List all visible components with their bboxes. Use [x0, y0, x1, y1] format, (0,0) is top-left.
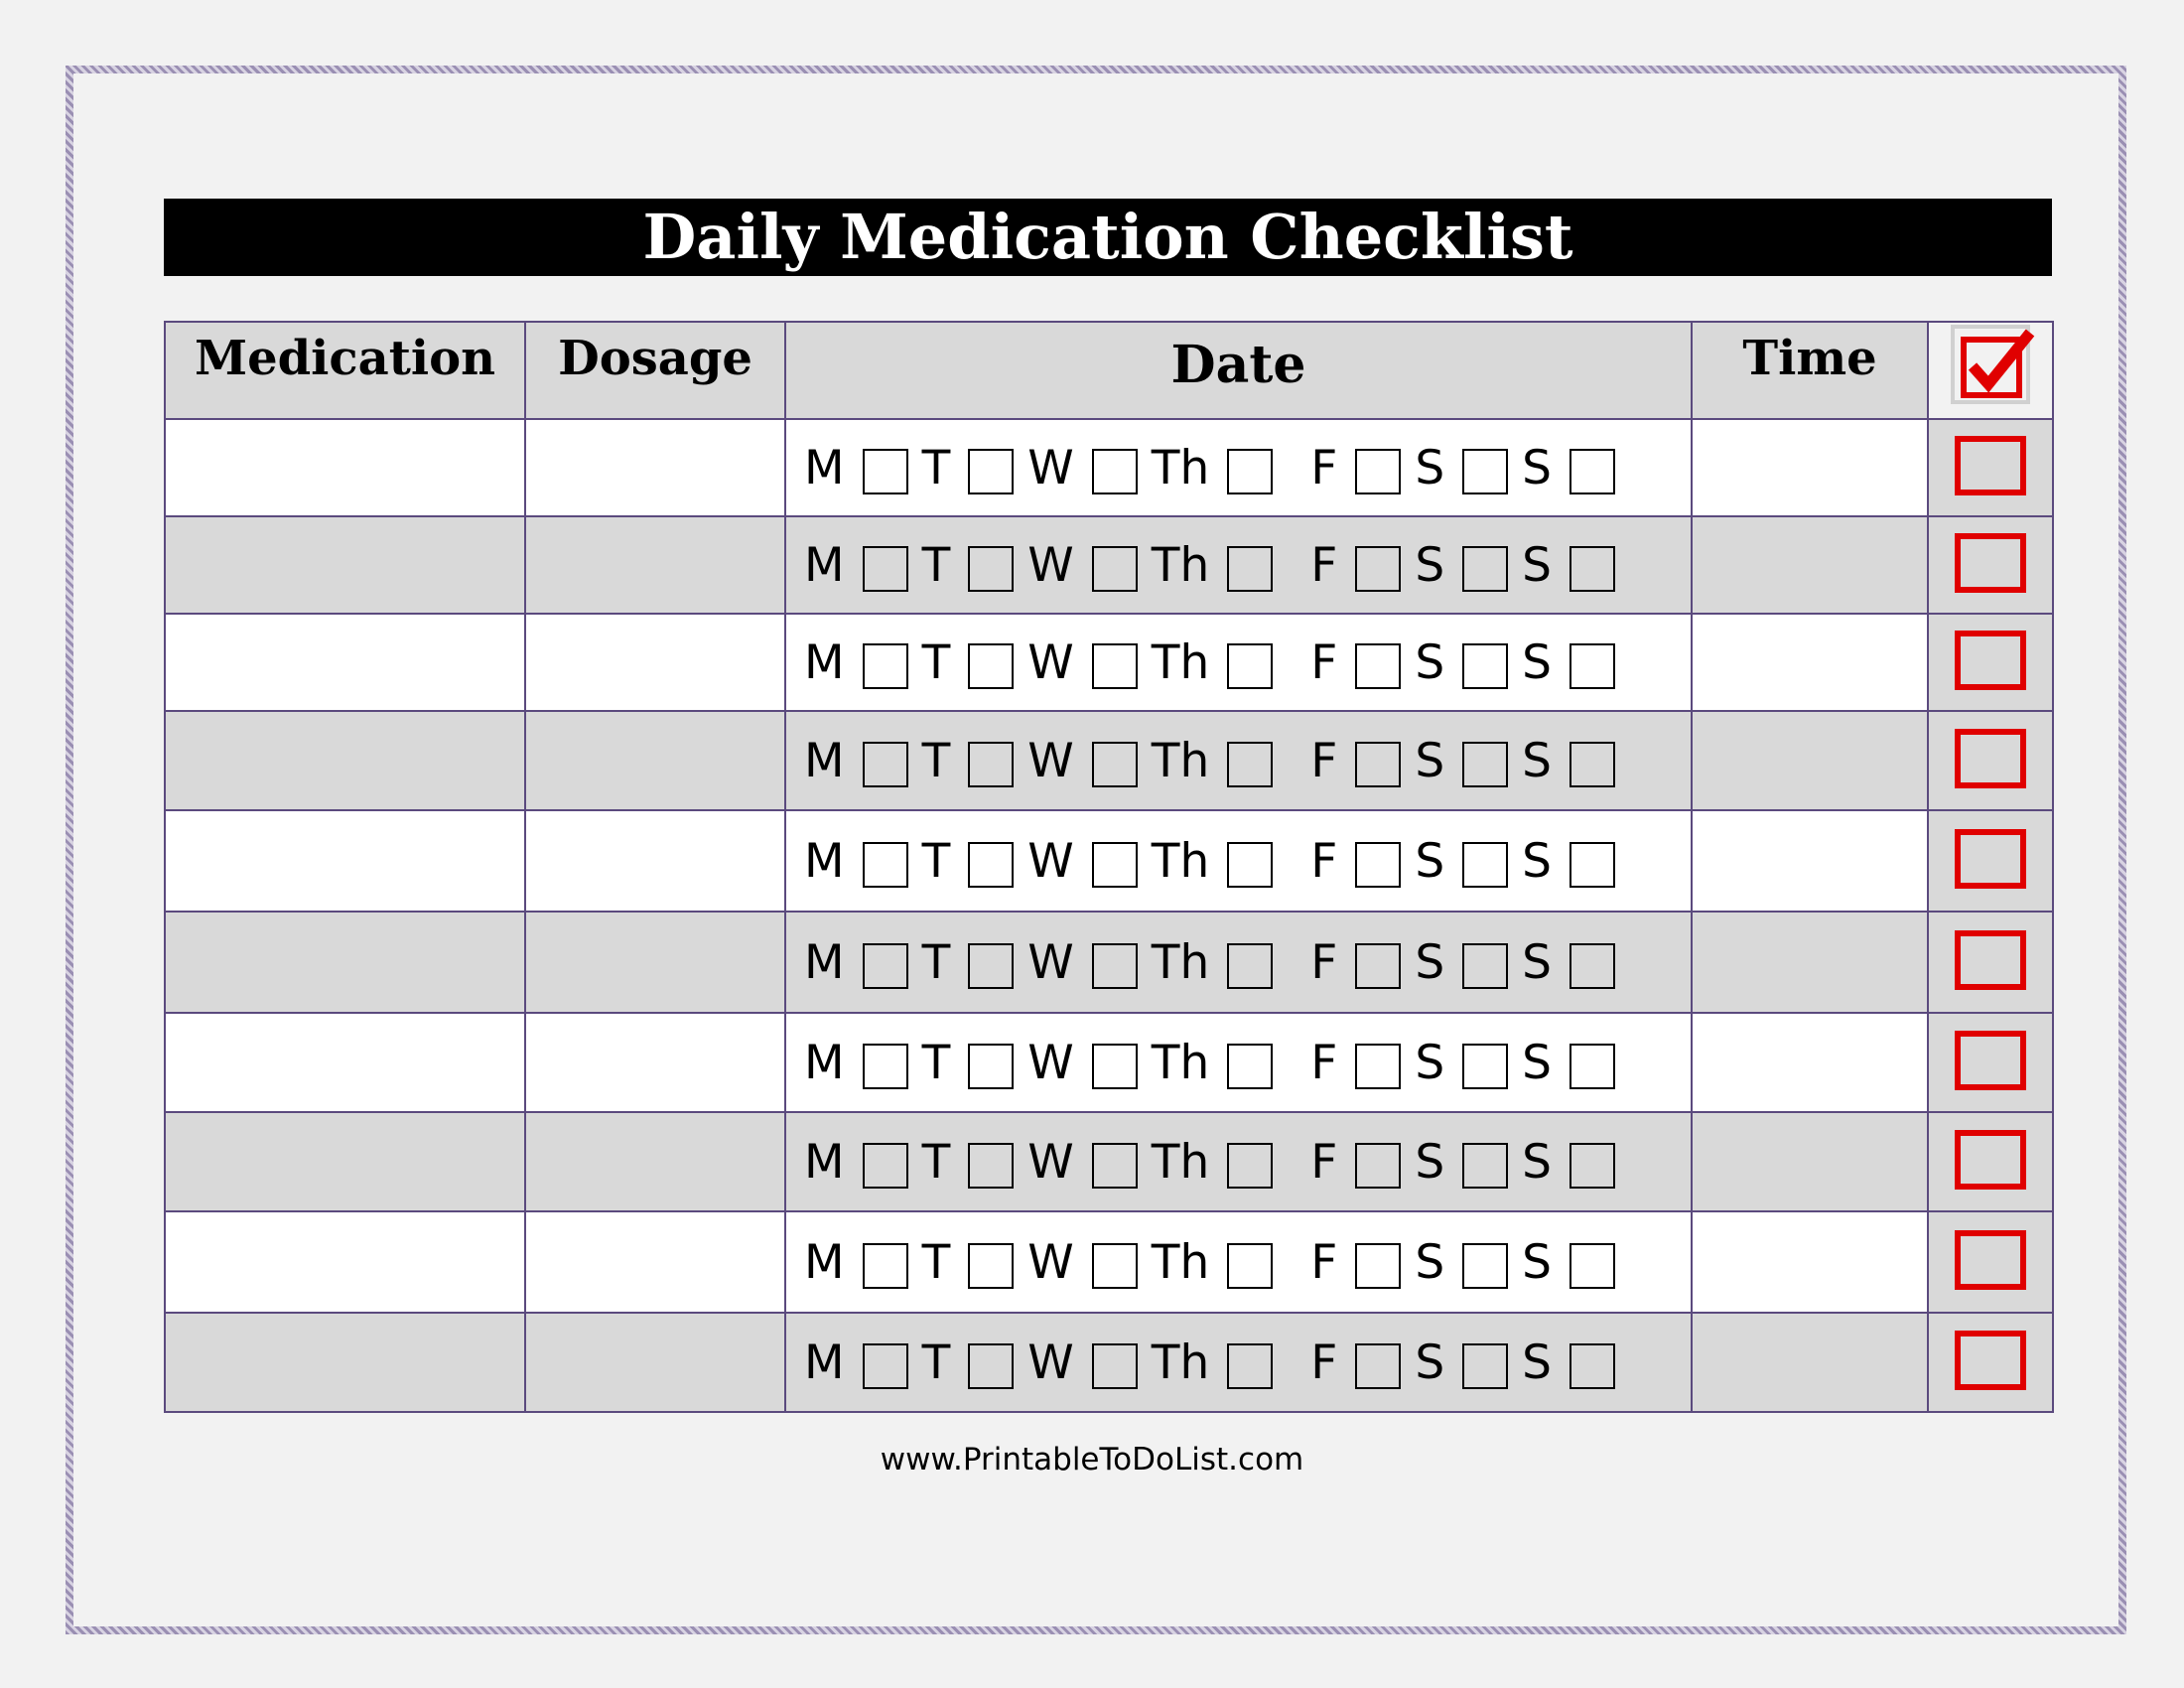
day-label: S	[1522, 1335, 1552, 1390]
taken-checkbox[interactable]	[1955, 1130, 2026, 1190]
day-checkbox[interactable]	[1570, 943, 1615, 989]
day-label: F	[1310, 1234, 1338, 1290]
day-item	[922, 635, 1028, 690]
day-checkbox[interactable]	[863, 1243, 908, 1289]
day-item	[1415, 1036, 1522, 1090]
day-label: F	[1310, 634, 1338, 690]
day-label: S	[1522, 1035, 1552, 1090]
day-checkbox[interactable]	[1227, 943, 1273, 989]
day-checkbox[interactable]	[968, 1243, 1014, 1289]
day-label: Th	[1151, 1035, 1210, 1090]
day-item	[1152, 1135, 1311, 1190]
day-checkbox[interactable]	[1462, 1143, 1508, 1189]
day-item	[804, 635, 922, 690]
day-item	[1310, 635, 1415, 690]
taken-checkbox[interactable]	[1955, 1331, 2026, 1390]
taken-checkbox-cell	[1928, 912, 2053, 1013]
day-item	[1027, 1235, 1151, 1290]
day-checkbox[interactable]	[1227, 1343, 1273, 1389]
day-item	[922, 1036, 1028, 1090]
day-item	[1027, 538, 1151, 593]
medication-table	[164, 321, 2054, 1413]
day-item	[1310, 1336, 1415, 1390]
day-checkbox[interactable]	[1227, 1143, 1273, 1189]
date-cell	[785, 1013, 1692, 1112]
day-label: S	[1522, 934, 1552, 990]
day-checkbox[interactable]	[863, 546, 908, 592]
day-item	[1415, 1135, 1522, 1190]
date-cell	[785, 711, 1692, 810]
day-checkbox[interactable]	[1092, 1343, 1138, 1389]
day-label: S	[1415, 1134, 1445, 1190]
day-checkbox[interactable]	[1092, 1044, 1138, 1089]
day-checkbox[interactable]	[968, 842, 1014, 888]
day-label: M	[804, 537, 845, 593]
day-checkbox[interactable]	[968, 546, 1014, 592]
day-item	[1027, 834, 1151, 889]
day-label: S	[1415, 934, 1445, 990]
day-checkbox[interactable]	[1355, 1143, 1401, 1189]
day-checkbox[interactable]	[1227, 842, 1273, 888]
day-label: M	[804, 1035, 845, 1090]
time-cell[interactable]	[1692, 614, 1928, 711]
day-checkbox[interactable]	[1092, 842, 1138, 888]
day-label: W	[1027, 833, 1074, 889]
day-checkbox[interactable]	[1462, 643, 1508, 689]
time-cell[interactable]	[1692, 711, 1928, 810]
dosage-cell[interactable]	[525, 419, 785, 516]
day-checkbox[interactable]	[1227, 546, 1273, 592]
medication-cell[interactable]	[165, 1313, 525, 1412]
day-label: T	[921, 1335, 951, 1390]
day-item	[804, 441, 922, 495]
taken-checkbox-cell	[1928, 419, 2053, 516]
day-checkbox[interactable]	[863, 1343, 908, 1389]
day-item	[1152, 441, 1311, 495]
day-item	[1522, 538, 1629, 593]
day-label: F	[1310, 934, 1338, 990]
dosage-cell[interactable]	[525, 614, 785, 711]
day-label: S	[1522, 440, 1552, 495]
day-checkbox[interactable]	[1355, 546, 1401, 592]
day-checkbox[interactable]	[863, 742, 908, 787]
day-item	[922, 1336, 1028, 1390]
day-checkbox[interactable]	[1227, 643, 1273, 689]
day-item	[804, 935, 922, 990]
day-label: M	[804, 934, 845, 990]
table-row	[165, 711, 2053, 810]
day-item	[1152, 538, 1311, 593]
day-label: W	[1027, 1035, 1074, 1090]
day-checkbox[interactable]	[1227, 742, 1273, 787]
day-label: W	[1027, 1335, 1074, 1390]
day-checkbox[interactable]	[1227, 1044, 1273, 1089]
day-item	[1152, 834, 1311, 889]
day-checkbox[interactable]	[1092, 449, 1138, 494]
dosage-cell[interactable]	[525, 1013, 785, 1112]
day-label: F	[1310, 1035, 1338, 1090]
date-cell	[785, 1313, 1692, 1412]
date-cell	[785, 1112, 1692, 1211]
day-item	[1522, 1235, 1629, 1290]
medication-cell[interactable]	[165, 614, 525, 711]
day-label: S	[1415, 1234, 1445, 1290]
day-item	[1310, 538, 1415, 593]
day-item	[1027, 635, 1151, 690]
medication-cell[interactable]	[165, 1013, 525, 1112]
day-item	[1522, 441, 1629, 495]
day-label: W	[1027, 733, 1074, 788]
day-checkbox[interactable]	[1462, 449, 1508, 494]
footer-url[interactable]: www.PrintableToDoList.com	[880, 1442, 1304, 1477]
day-item	[922, 834, 1028, 889]
day-label: Th	[1151, 1335, 1210, 1390]
day-checkbox[interactable]	[1092, 643, 1138, 689]
day-checkbox[interactable]	[1570, 1343, 1615, 1389]
day-label: W	[1027, 440, 1074, 495]
day-label: T	[921, 537, 951, 593]
red-checkmark-icon	[1951, 325, 2030, 404]
day-checkbox[interactable]	[863, 943, 908, 989]
day-checkbox[interactable]	[1570, 643, 1615, 689]
day-label: T	[921, 634, 951, 690]
table-row	[165, 1013, 2053, 1112]
date-cell	[785, 912, 1692, 1013]
day-item	[1310, 1135, 1415, 1190]
medication-cell[interactable]	[165, 912, 525, 1013]
day-label: S	[1522, 733, 1552, 788]
day-item	[922, 935, 1028, 990]
taken-checkbox[interactable]	[1955, 533, 2026, 593]
table-row	[165, 1112, 2053, 1211]
time-cell[interactable]	[1692, 419, 1928, 516]
day-label: Th	[1151, 833, 1210, 889]
day-item	[1522, 734, 1629, 788]
day-label: S	[1415, 1035, 1445, 1090]
day-item	[1522, 1336, 1629, 1390]
day-checkbox[interactable]	[968, 943, 1014, 989]
medication-cell[interactable]	[165, 1211, 525, 1313]
page-title: Daily Medication Checklist	[164, 199, 2052, 276]
day-label: F	[1310, 733, 1338, 788]
dosage-cell[interactable]	[525, 1313, 785, 1412]
dosage-cell[interactable]	[525, 711, 785, 810]
day-item	[1415, 734, 1522, 788]
day-item	[1415, 441, 1522, 495]
day-checkbox[interactable]	[1092, 742, 1138, 787]
day-item	[1522, 1135, 1629, 1190]
day-checkbox[interactable]	[863, 643, 908, 689]
day-label: Th	[1151, 733, 1210, 788]
taken-checkbox[interactable]	[1955, 1031, 2026, 1090]
day-item	[1310, 1036, 1415, 1090]
taken-checkbox-cell	[1928, 810, 2053, 912]
day-checkbox[interactable]	[1355, 1343, 1401, 1389]
day-label: T	[921, 440, 951, 495]
time-cell[interactable]	[1692, 1313, 1928, 1412]
day-checkbox[interactable]	[1355, 449, 1401, 494]
day-label: M	[804, 1335, 845, 1390]
day-label: W	[1027, 1134, 1074, 1190]
checked-column-header	[1928, 322, 2053, 419]
day-checkbox[interactable]	[863, 842, 908, 888]
date-cell	[785, 810, 1692, 912]
taken-checkbox[interactable]	[1955, 1230, 2026, 1290]
day-checkbox[interactable]	[1092, 943, 1138, 989]
day-item	[804, 1135, 922, 1190]
day-item	[804, 538, 922, 593]
taken-checkbox[interactable]	[1955, 631, 2026, 690]
taken-checkbox-cell	[1928, 1112, 2053, 1211]
day-item	[1415, 538, 1522, 593]
taken-checkbox-cell	[1928, 516, 2053, 614]
day-label: T	[921, 934, 951, 990]
day-item	[1522, 935, 1629, 990]
day-label: W	[1027, 934, 1074, 990]
day-label: Th	[1151, 537, 1210, 593]
date-column-header: Date	[785, 322, 1692, 419]
day-item	[1522, 635, 1629, 690]
day-item	[1027, 441, 1151, 495]
dosage-column-header: Dosage	[525, 322, 785, 419]
taken-checkbox[interactable]	[1955, 829, 2026, 889]
day-item	[922, 734, 1028, 788]
day-item	[1027, 1336, 1151, 1390]
time-cell[interactable]	[1692, 1013, 1928, 1112]
day-checkbox[interactable]	[968, 742, 1014, 787]
day-checkbox[interactable]	[1227, 449, 1273, 494]
day-item	[922, 1135, 1028, 1190]
day-checkbox[interactable]	[968, 1143, 1014, 1189]
time-cell[interactable]	[1692, 516, 1928, 614]
day-label: F	[1310, 537, 1338, 593]
dosage-cell[interactable]	[525, 810, 785, 912]
table-row	[165, 614, 2053, 711]
day-checkbox[interactable]	[1355, 943, 1401, 989]
day-checkbox[interactable]	[863, 449, 908, 494]
day-item	[1152, 734, 1311, 788]
day-checkbox[interactable]	[1570, 1143, 1615, 1189]
day-checkbox[interactable]	[1462, 1044, 1508, 1089]
day-checkbox[interactable]	[968, 1343, 1014, 1389]
day-checkbox[interactable]	[968, 1044, 1014, 1089]
day-checkbox[interactable]	[1092, 1143, 1138, 1189]
day-checkbox[interactable]	[1462, 842, 1508, 888]
day-checkbox[interactable]	[1092, 1243, 1138, 1289]
day-checkbox[interactable]	[1355, 1243, 1401, 1289]
day-checkbox[interactable]	[1462, 1243, 1508, 1289]
table-row	[165, 912, 2053, 1013]
day-item	[804, 734, 922, 788]
day-item	[1152, 1235, 1311, 1290]
day-label: M	[804, 733, 845, 788]
day-item	[1310, 734, 1415, 788]
day-item	[1522, 834, 1629, 889]
day-label: S	[1415, 440, 1445, 495]
day-item	[1415, 635, 1522, 690]
dosage-cell[interactable]	[525, 1211, 785, 1313]
day-label: S	[1522, 1234, 1552, 1290]
date-cell	[785, 419, 1692, 516]
time-cell[interactable]	[1692, 912, 1928, 1013]
day-label: T	[921, 833, 951, 889]
date-cell	[785, 1211, 1692, 1313]
day-label: Th	[1151, 634, 1210, 690]
medication-cell[interactable]	[165, 1112, 525, 1211]
day-checkbox[interactable]	[1355, 643, 1401, 689]
day-label: T	[921, 1134, 951, 1190]
day-checkbox[interactable]	[1570, 1044, 1615, 1089]
day-checkbox[interactable]	[1570, 546, 1615, 592]
day-item	[1522, 1036, 1629, 1090]
day-label: W	[1027, 537, 1074, 593]
day-checkbox[interactable]	[1462, 742, 1508, 787]
day-checkbox[interactable]	[1570, 449, 1615, 494]
day-label: S	[1522, 537, 1552, 593]
day-item	[1415, 935, 1522, 990]
day-checkbox[interactable]	[1355, 742, 1401, 787]
day-item	[804, 1336, 922, 1390]
day-checkbox[interactable]	[1227, 1243, 1273, 1289]
day-label: T	[921, 1234, 951, 1290]
medication-cell[interactable]	[165, 711, 525, 810]
day-label: S	[1522, 634, 1552, 690]
day-item	[1310, 441, 1415, 495]
day-checkbox[interactable]	[1355, 842, 1401, 888]
day-label: M	[804, 833, 845, 889]
date-cell	[785, 516, 1692, 614]
day-checkbox[interactable]	[1092, 546, 1138, 592]
day-checkbox[interactable]	[1570, 842, 1615, 888]
day-label: S	[1415, 1335, 1445, 1390]
day-label: F	[1310, 440, 1338, 495]
dosage-cell[interactable]	[525, 516, 785, 614]
table-row	[165, 810, 2053, 912]
day-item	[1310, 1235, 1415, 1290]
day-label: S	[1415, 537, 1445, 593]
day-label: W	[1027, 634, 1074, 690]
day-item	[804, 1036, 922, 1090]
day-item	[804, 834, 922, 889]
day-label: Th	[1151, 440, 1210, 495]
day-label: S	[1415, 833, 1445, 889]
day-label: F	[1310, 1134, 1338, 1190]
medication-cell[interactable]	[165, 810, 525, 912]
taken-checkbox-cell	[1928, 711, 2053, 810]
day-label: S	[1522, 833, 1552, 889]
day-checkbox[interactable]	[1355, 1044, 1401, 1089]
time-cell[interactable]	[1692, 1211, 1928, 1313]
day-label: M	[804, 1134, 845, 1190]
taken-checkbox-cell	[1928, 614, 2053, 711]
day-item	[1310, 935, 1415, 990]
day-checkbox[interactable]	[968, 449, 1014, 494]
day-checkbox[interactable]	[1570, 742, 1615, 787]
day-item	[1152, 1336, 1311, 1390]
taken-checkbox[interactable]	[1955, 729, 2026, 788]
day-label: Th	[1151, 1134, 1210, 1190]
day-item	[1310, 834, 1415, 889]
table-row	[165, 1211, 2053, 1313]
medication-column-header: Medication	[165, 322, 525, 419]
day-checkbox[interactable]	[968, 643, 1014, 689]
day-label: Th	[1151, 934, 1210, 990]
taken-checkbox[interactable]	[1955, 436, 2026, 495]
day-label: S	[1415, 733, 1445, 788]
day-item	[1415, 1235, 1522, 1290]
day-label: F	[1310, 833, 1338, 889]
day-checkbox[interactable]	[1570, 1243, 1615, 1289]
day-label: S	[1415, 634, 1445, 690]
day-item	[804, 1235, 922, 1290]
dosage-cell[interactable]	[525, 912, 785, 1013]
taken-checkbox-cell	[1928, 1013, 2053, 1112]
day-item	[1027, 1036, 1151, 1090]
time-column-header: Time	[1692, 322, 1928, 419]
taken-checkbox-cell	[1928, 1211, 2053, 1313]
day-label: F	[1310, 1335, 1338, 1390]
day-item	[1027, 935, 1151, 990]
date-cell	[785, 614, 1692, 711]
taken-checkbox-cell	[1928, 1313, 2053, 1412]
day-label: M	[804, 634, 845, 690]
medication-cell[interactable]	[165, 419, 525, 516]
medication-cell[interactable]	[165, 516, 525, 614]
day-item	[922, 441, 1028, 495]
time-cell[interactable]	[1692, 1112, 1928, 1211]
day-item	[1027, 734, 1151, 788]
day-item	[1027, 1135, 1151, 1190]
day-checkbox[interactable]	[1462, 546, 1508, 592]
day-label: Th	[1151, 1234, 1210, 1290]
day-item	[922, 538, 1028, 593]
day-checkbox[interactable]	[863, 1044, 908, 1089]
day-checkbox[interactable]	[1462, 943, 1508, 989]
day-item	[922, 1235, 1028, 1290]
taken-checkbox[interactable]	[1955, 930, 2026, 990]
day-label: T	[921, 733, 951, 788]
day-checkbox[interactable]	[863, 1143, 908, 1189]
table-row	[165, 516, 2053, 614]
day-label: W	[1027, 1234, 1074, 1290]
day-item	[1152, 1036, 1311, 1090]
day-label: S	[1522, 1134, 1552, 1190]
day-item	[1152, 635, 1311, 690]
table-row	[165, 419, 2053, 516]
table-header-row	[165, 322, 2053, 419]
day-label: T	[921, 1035, 951, 1090]
day-label: M	[804, 440, 845, 495]
day-checkbox[interactable]	[1462, 1343, 1508, 1389]
day-item	[1152, 935, 1311, 990]
day-item	[1415, 1336, 1522, 1390]
time-cell[interactable]	[1692, 810, 1928, 912]
day-item	[1415, 834, 1522, 889]
day-label: M	[804, 1234, 845, 1290]
dosage-cell[interactable]	[525, 1112, 785, 1211]
table-row	[165, 1313, 2053, 1412]
